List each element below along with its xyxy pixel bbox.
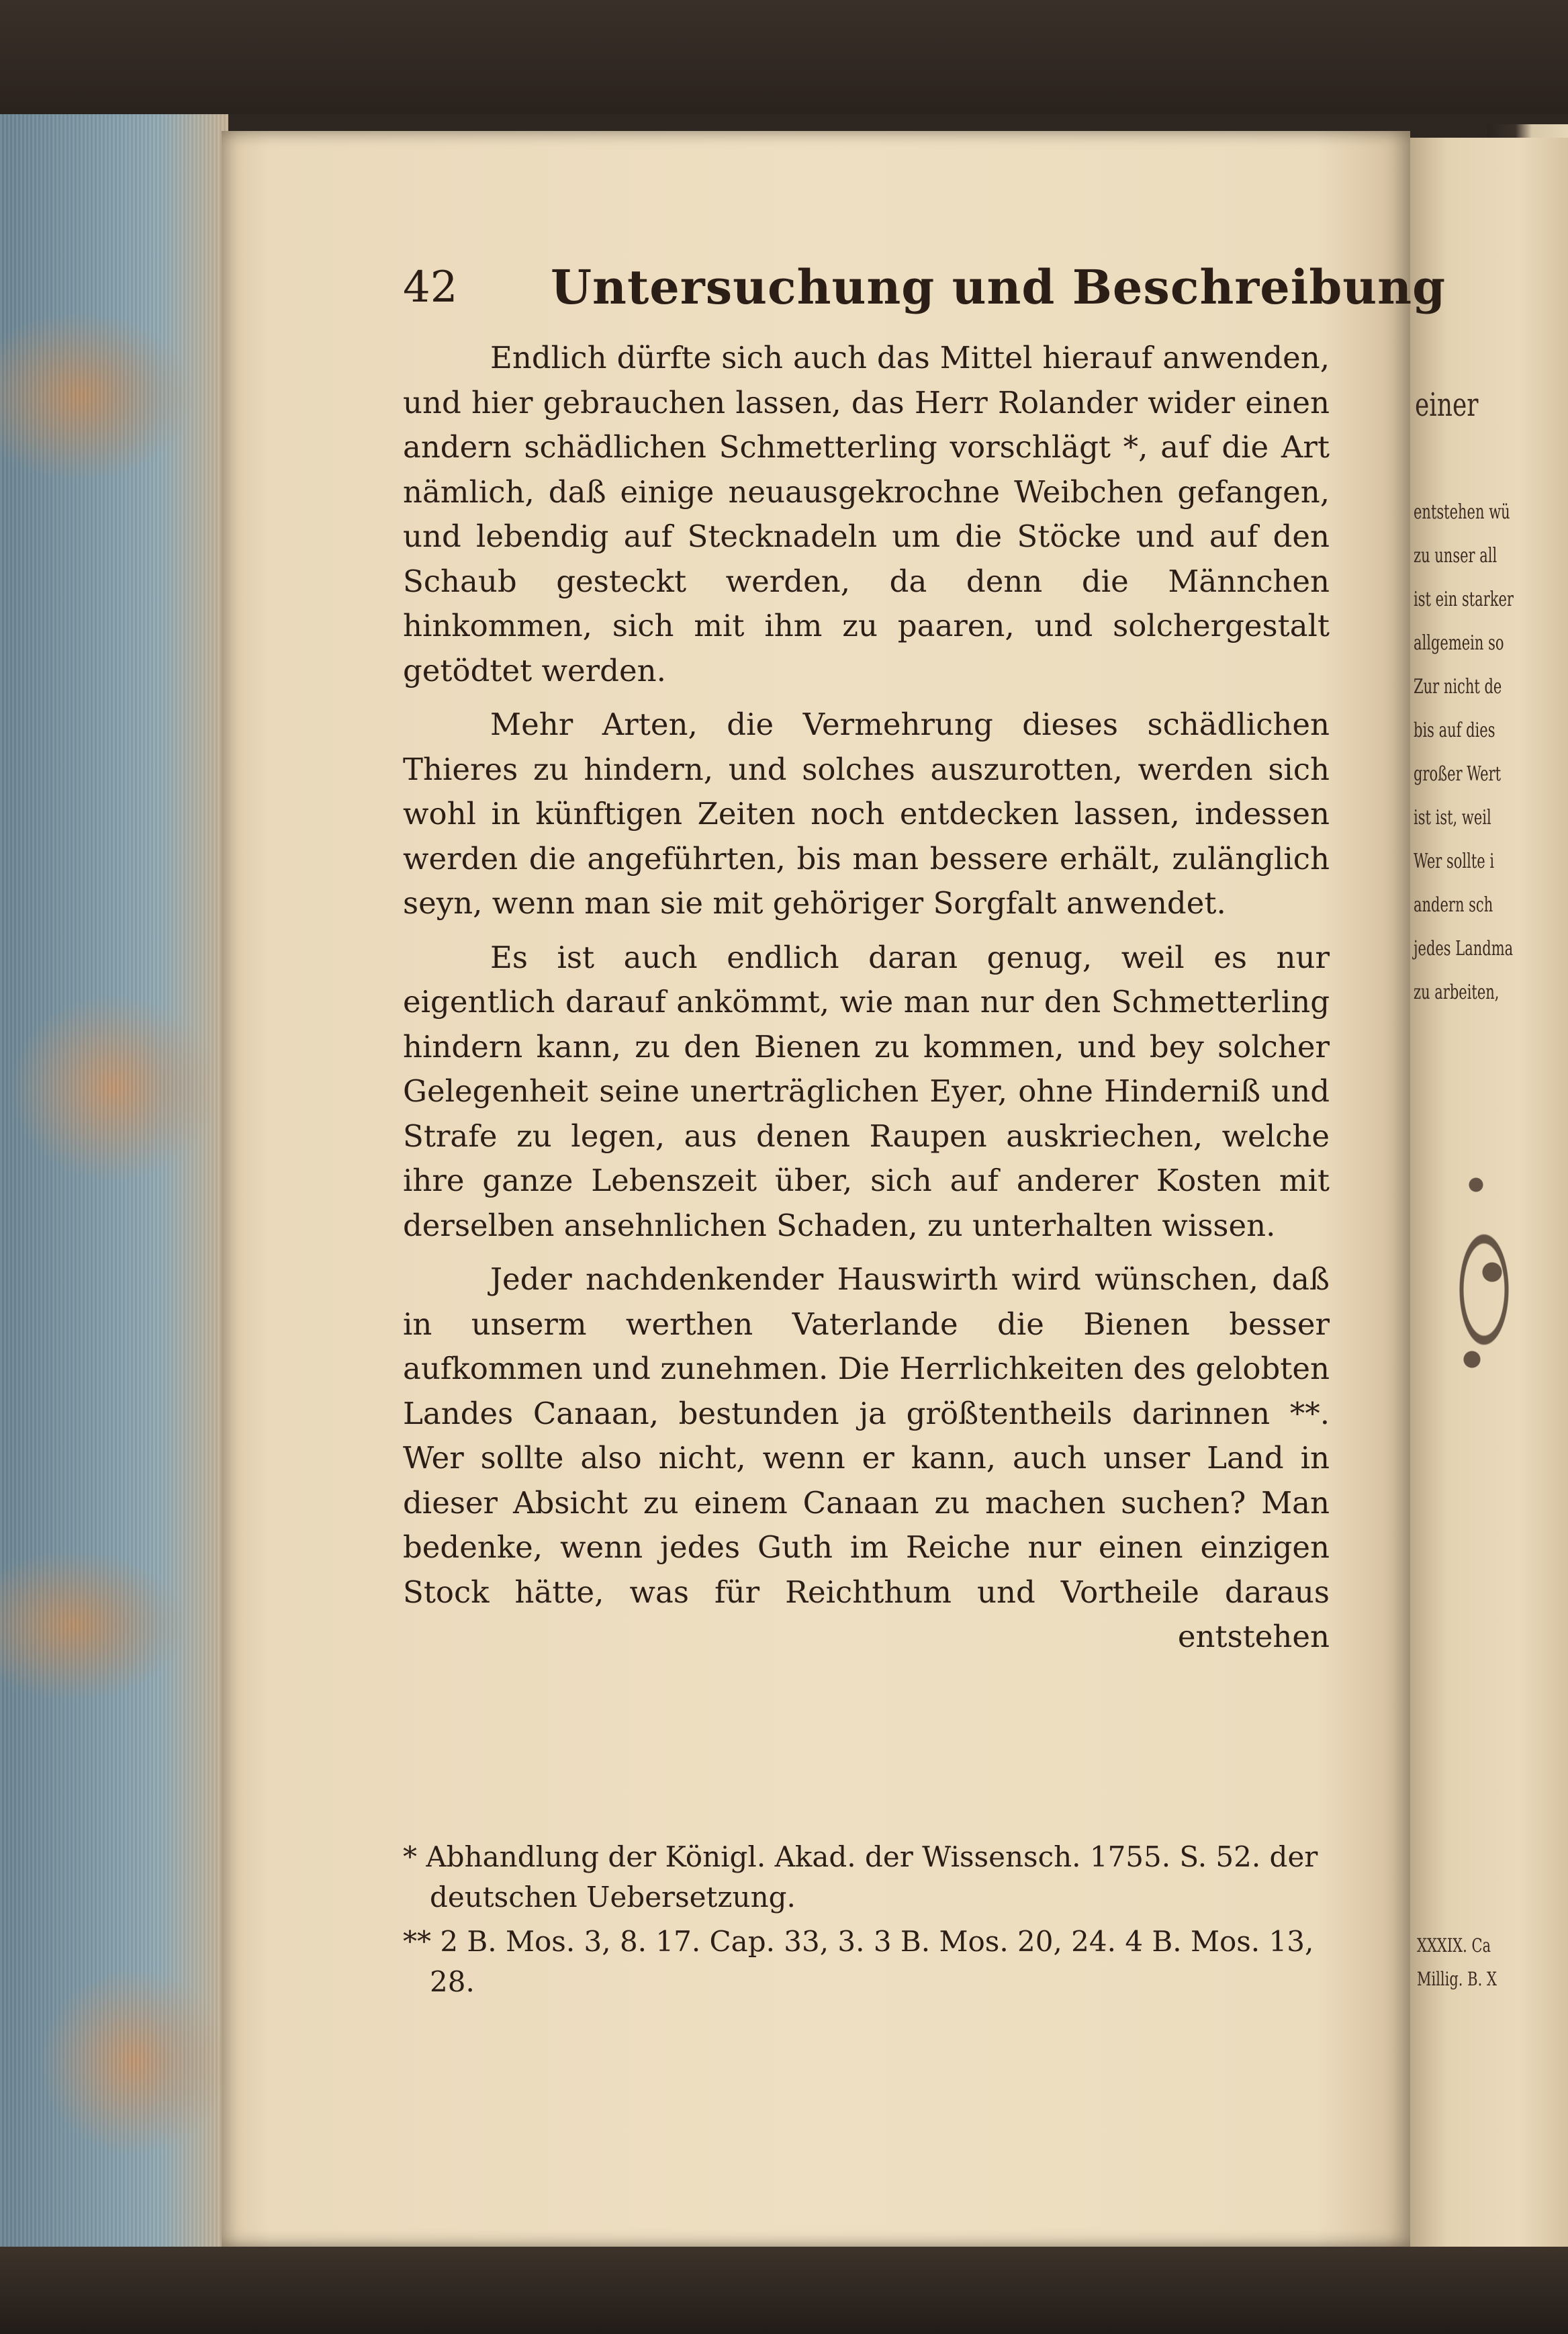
- facing-page-line: ist ein starker: [1414, 588, 1514, 611]
- facing-page-line: zu unser all: [1414, 544, 1497, 568]
- facing-page-line: entstehen wü: [1414, 500, 1510, 524]
- footnote: * Abhandlung der Königl. Akad. der Wissensch. 1755. S. 52. der deutschen Uebersetzung.: [403, 1840, 1318, 1914]
- paragraph: Mehr Arten, die Vermehrung dieses schädlichen Thieres zu hindern, und solches auszurotten, werden sich wohl in künftigen Zeiten noch entdecken lassen, indessen werden die angeführten, bis man bessere erhält, zulänglich seyn, wenn man sie mit gehöriger Sorgfalt anwendet.: [403, 707, 1330, 921]
- facing-page-line: Zur nicht de: [1414, 675, 1502, 699]
- paragraph: Jeder nachdenkender Hauswirth wird wünschen, daß in unserm werthen Vaterlande die Bienen besser aufkommen und zunehmen. Die Herrlichkeiten des gelobten Landes Canaan, bestunden ja größtentheils darinnen **. Wer sollte also nicht, wenn er kann, auch unser Land in dieser Absicht zu einem Canaan zu machen suchen? Man bedenke, wenn jedes Guth im Reiche nur einen einzigen Stock hätte, was für Reichthum und Vortheile daraus entstehen: [403, 1261, 1330, 1654]
- page-header: [403, 254, 1446, 321]
- paragraph: Endlich dürfte sich auch das Mittel hierauf anwenden, und hier gebrauchen lassen, das Herr Rolander wider einen andern schädlichen Schmetterling vorschlägt *, auf die Art nämlich, daß einige neuausgekrochne Weibchen gefangen, und lebendig auf Stecknadeln um die Stöcke und auf den Schaub gesteckt werden, da denn die Männchen hinkommen, sich mit ihm zu paaren, und solchergestalt getödtet werden.: [403, 340, 1330, 688]
- footnotes: [403, 1837, 1330, 2006]
- facing-page-line: großer Wert: [1414, 762, 1502, 786]
- facing-page-line: ist ist, weil: [1414, 806, 1491, 829]
- facing-page-line: bis auf dies: [1414, 719, 1495, 742]
- facing-page-line: jedes Landma: [1414, 937, 1514, 960]
- body-text: [403, 336, 1330, 1669]
- ornament-decoration: [1444, 1115, 1524, 1464]
- footnote: ** 2 B. Mos. 3, 8. 17. Cap. 33, 3. 3 B. Mos. 20, 24. 4 B. Mos. 13, 28.: [403, 1925, 1314, 1998]
- backdrop: [0, 0, 1568, 114]
- backdrop-bottom: [0, 2247, 1568, 2334]
- book-page-edges: [0, 114, 228, 2297]
- facing-page-line: andern sch: [1414, 893, 1493, 917]
- paragraph: Es ist auch endlich daran genug, weil es nur eigentlich darauf ankömmt, wie man nur den Schmetterling hindern kann, zu den Bienen zu kommen, und bey solcher Gelegenheit seine unerträglichen Eyer, ohne Hinderniß und Strafe zu legen, aus denen Raupen auskriechen, welche ihre ganze Lebenszeit über, sich auf anderer Kosten mit derselben ansehnlichen Schaden, zu unterhalten wissen.: [403, 939, 1330, 1243]
- facing-page-line: zu arbeiten,: [1414, 981, 1500, 1004]
- facing-page-header: einer: [1415, 386, 1479, 424]
- facing-page-line: allgemein so: [1414, 631, 1504, 655]
- running-title: Untersuchung und Beschreibung: [551, 259, 1446, 315]
- facing-page-line: Wer sollte i: [1414, 850, 1495, 873]
- page-number: 42: [403, 263, 458, 312]
- facing-page-footnote: Millig. B. X: [1417, 1968, 1497, 1990]
- facing-page-footnote: XXXIX. Ca: [1417, 1934, 1491, 1957]
